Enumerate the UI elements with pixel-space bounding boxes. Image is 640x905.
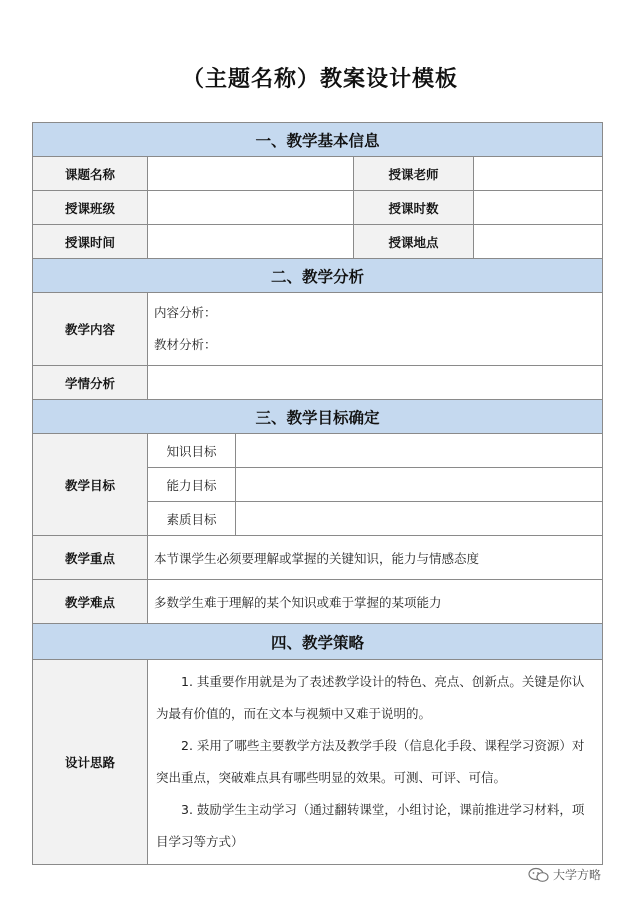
section-heading-analysis: 二、教学分析 <box>33 259 603 293</box>
label-content: 教学内容 <box>33 293 148 366</box>
value-course-title[interactable] <box>148 157 354 191</box>
label-teacher: 授课老师 <box>354 157 474 191</box>
value-time[interactable] <box>148 225 354 259</box>
label-design-ideas: 设计思路 <box>33 660 148 865</box>
value-hours[interactable] <box>474 191 603 225</box>
wechat-icon <box>528 867 550 883</box>
lesson-plan-table <box>32 122 603 865</box>
label-hours: 授课时数 <box>354 191 474 225</box>
goal-name-ability: 能力目标 <box>148 468 236 502</box>
label-time: 授课时间 <box>33 225 148 259</box>
value-key-points[interactable]: 本节课学生必须要理解或掌握的关键知识，能力与情感态度 <box>148 536 603 580</box>
watermark <box>528 866 601 883</box>
label-goals: 教学目标 <box>33 434 148 536</box>
section-heading-basic-info: 一、教学基本信息 <box>33 123 603 157</box>
design-point-2: 2. 采用了哪些主要教学方法及教学手段（信息化手段、课程学习资源）对突出重点，突破难点具有哪些明显的效果。可测、可评、可信。 <box>156 738 585 785</box>
watermark-text: 大学方略 <box>553 868 602 882</box>
section-heading-objectives: 三、教学目标确定 <box>33 400 603 434</box>
value-location[interactable] <box>474 225 603 259</box>
value-student-analysis[interactable] <box>148 366 603 400</box>
content-analysis-cell[interactable] <box>148 293 603 366</box>
design-ideas-cell[interactable] <box>148 660 603 865</box>
goal-name-knowledge: 知识目标 <box>148 434 236 468</box>
label-class: 授课班级 <box>33 191 148 225</box>
goal-value-knowledge[interactable] <box>236 434 603 468</box>
label-key-points: 教学重点 <box>33 536 148 580</box>
label-location: 授课地点 <box>354 225 474 259</box>
label-student-analysis: 学情分析 <box>33 366 148 400</box>
goal-value-quality[interactable] <box>236 502 603 536</box>
goal-name-quality: 素质目标 <box>148 502 236 536</box>
page-title: （主题名称）教案设计模板 <box>181 67 458 92</box>
value-difficult-points[interactable]: 多数学生难于理解的某个知识或难于掌握的某项能力 <box>148 580 603 624</box>
goal-value-ability[interactable] <box>236 468 603 502</box>
design-point-1: 1. 其重要作用就是为了表述教学设计的特色、亮点、创新点。关键是你认为最有价值的，而在文本与视频中又难于说明的。 <box>156 674 585 721</box>
label-difficult-points: 教学难点 <box>33 580 148 624</box>
content-analysis-line: 内容分析： <box>154 305 217 320</box>
label-course-title: 课题名称 <box>33 157 148 191</box>
value-teacher[interactable] <box>474 157 603 191</box>
value-class[interactable] <box>148 191 354 225</box>
textbook-analysis-line: 教材分析： <box>154 337 217 352</box>
section-heading-strategy: 四、教学策略 <box>33 624 603 660</box>
design-point-3: 3. 鼓励学生主动学习（通过翻转课堂，小组讨论，课前推进学习材料，项目学习等方式） <box>156 802 585 849</box>
